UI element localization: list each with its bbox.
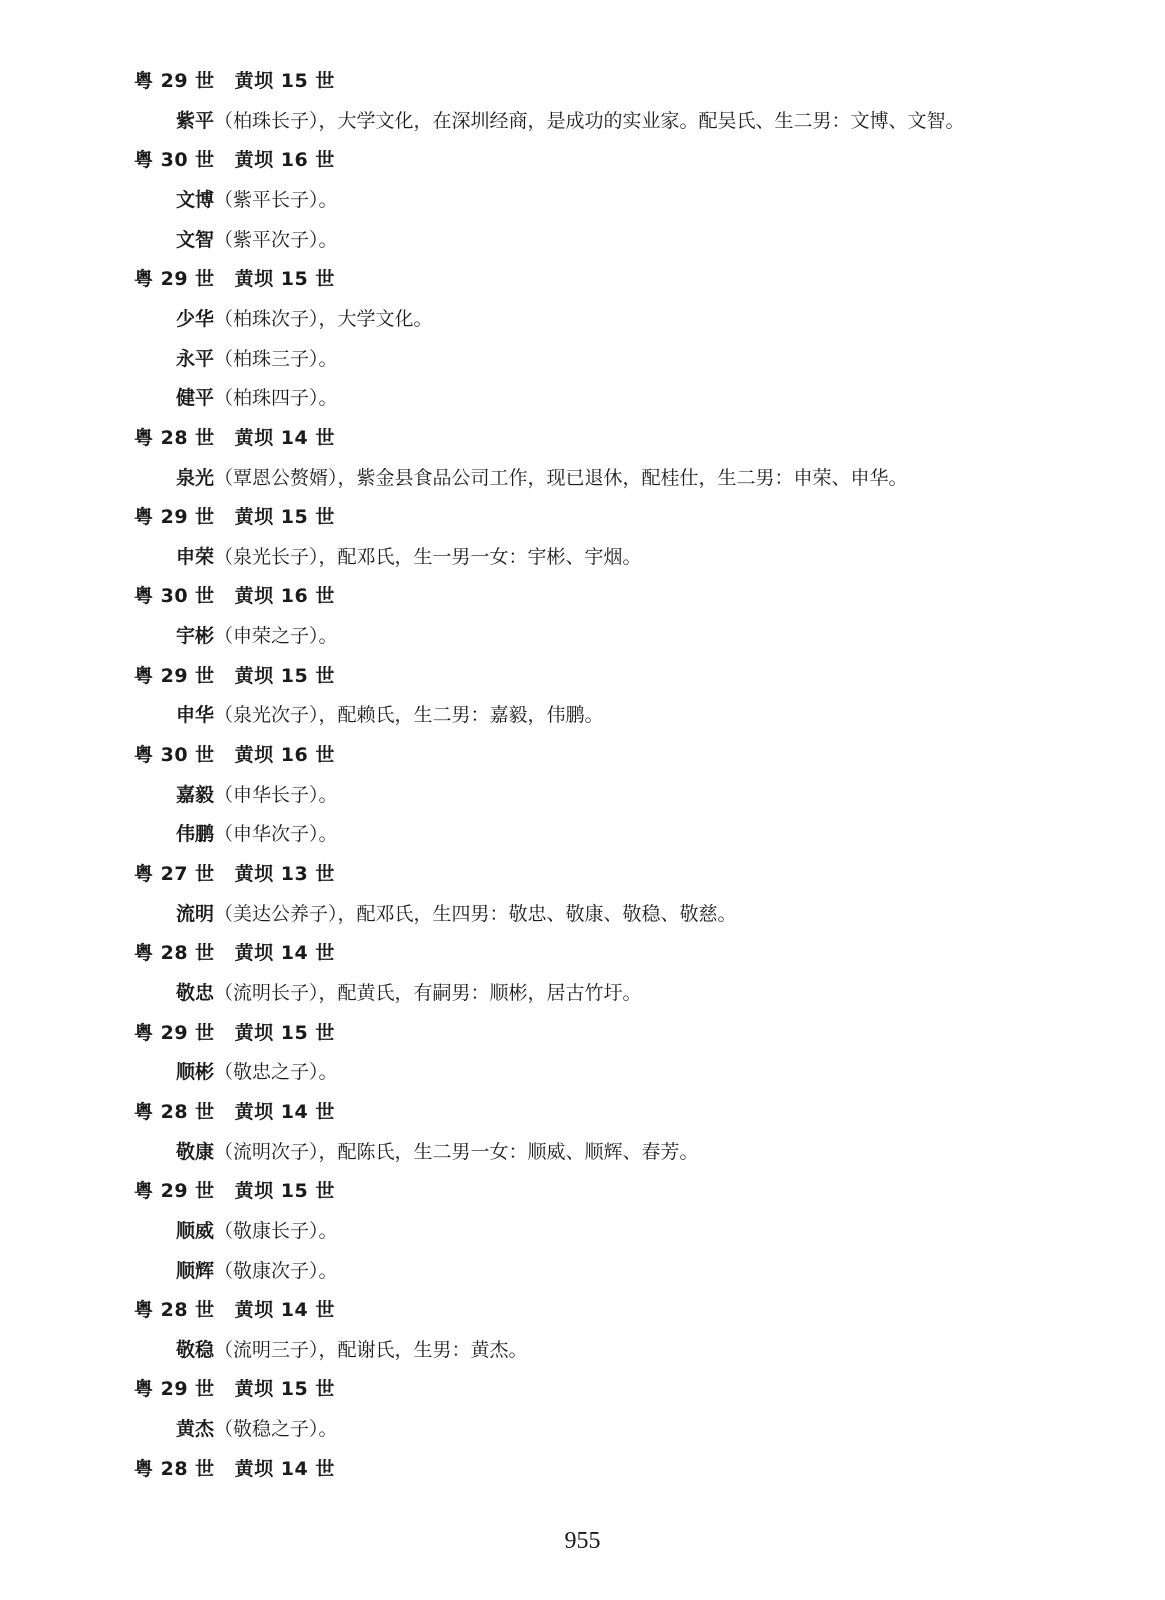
person-name: 泉光 [176, 467, 215, 489]
generation-yue: 粤 29 世 [134, 1378, 215, 1400]
person-name: 顺彬 [176, 1061, 215, 1083]
person-description: （泉光次子），配赖氏，生二男：嘉毅，伟鹏。 [214, 704, 604, 726]
person-entry [176, 1137, 699, 1164]
person-description: （柏珠次子），大学文化。 [214, 308, 433, 330]
person-entry [176, 383, 338, 410]
generation-yue: 粤 29 世 [134, 665, 215, 687]
generation-yue: 粤 29 世 [134, 1022, 215, 1044]
person-description: （紫平次子）。 [214, 229, 338, 251]
generation-heading [134, 1097, 335, 1124]
person-name: 申华 [176, 704, 215, 726]
generation-huangba: 黄坝 15 世 [234, 1022, 335, 1044]
person-description: （柏珠四子）。 [214, 387, 338, 409]
person-entry [176, 463, 908, 490]
person-entry [176, 185, 338, 212]
person-description: （敬忠之子）。 [214, 1061, 338, 1083]
person-description: （紫平长子）。 [214, 189, 338, 211]
person-entry [176, 1057, 338, 1084]
person-name: 嘉毅 [176, 784, 215, 806]
person-name: 文博 [176, 189, 215, 211]
generation-yue: 粤 28 世 [134, 427, 215, 449]
generation-yue: 粤 27 世 [134, 863, 215, 885]
generation-yue: 粤 29 世 [134, 1180, 215, 1202]
generation-heading [134, 1018, 335, 1045]
generation-huangba: 黄坝 15 世 [234, 665, 335, 687]
person-entry [176, 700, 604, 727]
person-entry [176, 621, 338, 648]
person-description: （敬康长子）。 [214, 1220, 338, 1242]
person-name: 申荣 [176, 546, 215, 568]
person-description: （柏珠三子）。 [214, 348, 338, 370]
generation-heading [134, 502, 335, 529]
generation-heading [134, 1454, 335, 1481]
generation-huangba: 黄坝 14 世 [234, 427, 335, 449]
person-entry [176, 225, 338, 252]
generation-yue: 粤 29 世 [134, 506, 215, 528]
person-name: 敬康 [176, 1141, 215, 1163]
generation-yue: 粤 28 世 [134, 1101, 215, 1123]
person-entry [176, 780, 338, 807]
person-entry [176, 304, 433, 331]
generation-heading [134, 1374, 335, 1401]
generation-yue: 粤 28 世 [134, 1299, 215, 1321]
generation-heading [134, 66, 335, 93]
person-description: （申荣之子）。 [214, 625, 338, 647]
person-description: （敬稳之子）。 [214, 1418, 338, 1440]
generation-huangba: 黄坝 15 世 [234, 506, 335, 528]
person-name: 敬稳 [176, 1339, 215, 1361]
person-entry [176, 899, 737, 926]
generation-yue: 粤 30 世 [134, 585, 215, 607]
person-description: （申华长子）。 [214, 784, 338, 806]
generation-huangba: 黄坝 14 世 [234, 1101, 335, 1123]
person-description: （流明三子），配谢氏，生男：黄杰。 [214, 1339, 528, 1361]
person-description: （美达公养子），配邓氏，生四男：敬忠、敬康、敬稳、敬慈。 [214, 903, 737, 925]
generation-heading [134, 859, 335, 886]
person-name: 紫平 [176, 110, 215, 132]
person-name: 黄杰 [176, 1418, 215, 1440]
person-description: （柏珠长子），大学文化，在深圳经商，是成功的实业家。配吴氏、生二男：文博、文智。 [214, 110, 965, 132]
generation-huangba: 黄坝 13 世 [234, 863, 335, 885]
generation-heading [134, 1176, 335, 1203]
person-description: （覃恩公赘婿），紫金县食品公司工作，现已退休，配桂仕，生二男：申荣、申华。 [214, 467, 908, 489]
generation-yue: 粤 28 世 [134, 942, 215, 964]
generation-yue: 粤 29 世 [134, 268, 215, 290]
generation-heading [134, 581, 335, 608]
generation-heading [134, 264, 335, 291]
generation-huangba: 黄坝 14 世 [234, 942, 335, 964]
generation-huangba: 黄坝 16 世 [234, 585, 335, 607]
generation-heading [134, 145, 335, 172]
person-description: （流明长子），配黄氏，有嗣男：顺彬，居古竹圩。 [214, 982, 642, 1004]
generation-heading [134, 1295, 335, 1322]
generation-heading [134, 740, 335, 767]
person-name: 永平 [176, 348, 215, 370]
generation-yue: 粤 30 世 [134, 744, 215, 766]
person-entry [176, 819, 338, 846]
generation-yue: 粤 29 世 [134, 70, 215, 92]
person-name: 顺威 [176, 1220, 215, 1242]
generation-huangba: 黄坝 15 世 [234, 70, 335, 92]
generation-huangba: 黄坝 14 世 [234, 1299, 335, 1321]
generation-heading [134, 938, 335, 965]
person-entry [176, 542, 642, 569]
generation-huangba: 黄坝 16 世 [234, 149, 335, 171]
generation-huangba: 黄坝 14 世 [234, 1458, 335, 1480]
person-name: 顺辉 [176, 1260, 215, 1282]
person-entry [176, 1216, 338, 1243]
person-description: （申华次子）。 [214, 823, 338, 845]
person-description: （敬康次子）。 [214, 1260, 338, 1282]
person-name: 健平 [176, 387, 215, 409]
person-entry [176, 344, 338, 371]
person-entry [176, 1414, 338, 1441]
person-name: 流明 [176, 903, 215, 925]
generation-huangba: 黄坝 16 世 [234, 744, 335, 766]
generation-huangba: 黄坝 15 世 [234, 1378, 335, 1400]
person-entry [176, 1256, 338, 1283]
page-number: 955 [564, 1528, 601, 1554]
generation-heading [134, 661, 335, 688]
person-name: 伟鹏 [176, 823, 215, 845]
person-entry [176, 106, 965, 133]
person-name: 宇彬 [176, 625, 215, 647]
generation-yue: 粤 28 世 [134, 1458, 215, 1480]
person-entry [176, 978, 642, 1005]
person-entry [176, 1335, 528, 1362]
person-description: （流明次子），配陈氏，生二男一女：顺威、顺辉、春芳。 [214, 1141, 699, 1163]
person-name: 少华 [176, 308, 215, 330]
person-name: 文智 [176, 229, 215, 251]
generation-huangba: 黄坝 15 世 [234, 268, 335, 290]
person-name: 敬忠 [176, 982, 215, 1004]
generation-heading [134, 423, 335, 450]
person-description: （泉光长子），配邓氏，生一男一女：宇彬、宇烟。 [214, 546, 642, 568]
generation-huangba: 黄坝 15 世 [234, 1180, 335, 1202]
generation-yue: 粤 30 世 [134, 149, 215, 171]
